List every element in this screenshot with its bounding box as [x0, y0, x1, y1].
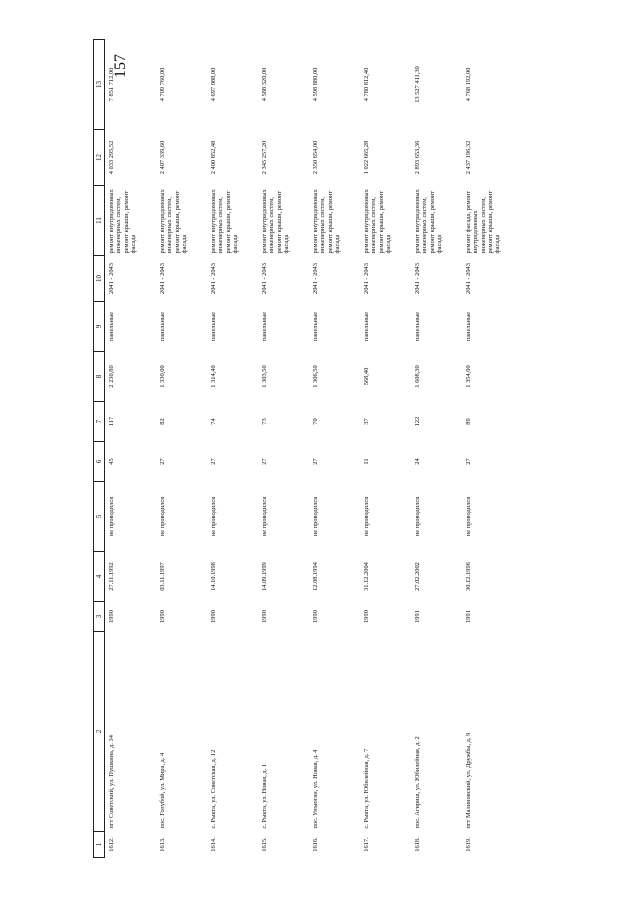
cost-col13: 4 588 320,00	[261, 67, 268, 102]
repair-status: не проводился	[465, 496, 472, 537]
area: 1 608,30	[414, 365, 421, 388]
build-year: 1990	[210, 610, 217, 623]
cell-col6: 27	[159, 458, 166, 465]
date: 27.11.1992	[108, 562, 115, 591]
cell-col6: 27	[210, 458, 217, 465]
cost-col13: 4 598 880,00	[312, 67, 319, 102]
repair-status: не проводился	[414, 496, 421, 537]
wall-material: панельные	[261, 311, 268, 342]
cell-col6: 27	[312, 458, 319, 465]
cost-col12: 2 437 196,32	[465, 140, 472, 175]
row-number: 1619.	[465, 837, 472, 852]
cost-col12: 2 350 654,00	[312, 140, 319, 175]
table-row	[156, 40, 207, 858]
row-number: 1615.	[261, 837, 268, 852]
table-row	[360, 40, 411, 858]
cost-col13: 13 527 411,30	[414, 66, 421, 103]
cost-col13: 4 780 812,40	[363, 67, 370, 102]
row-number: 1613.	[159, 837, 166, 852]
repair-works: ремонт внутридомовых инженерных систем, ремонт крыши, ремонт фасада	[312, 189, 342, 254]
address: пос. Агириш, ул. Юбилейная, д. 2	[414, 736, 421, 829]
cost-col12: 2 407 339,60	[159, 140, 166, 175]
repair-works: ремонт внутридомовых инженерных систем, ремонт крыши, ремонт фасада	[261, 189, 291, 254]
build-year: 1991	[465, 610, 472, 623]
area: 1 354,00	[465, 365, 472, 388]
repair-works: ремонт фасада, ремонт внутридомовых инженерных систем, ремонт крыши, ремонт фасада	[465, 190, 502, 254]
cost-col12: 2 893 653,36	[414, 140, 421, 175]
date: 31.12.2004	[363, 562, 370, 591]
column-number: 13	[94, 40, 105, 130]
repair-status: не проводился	[312, 496, 319, 537]
table-row	[105, 40, 157, 858]
cost-col13: 4 768 192,00	[465, 67, 472, 102]
wall-material: панельные	[363, 311, 370, 342]
column-number: 9	[94, 302, 105, 352]
row-number: 1618.	[414, 837, 421, 852]
area: 1 330,00	[159, 365, 166, 388]
area: 568,40	[363, 367, 370, 386]
build-year: 1990	[261, 610, 268, 623]
cost-col13: 7 851 712,00	[108, 67, 115, 102]
area: 2 230,80	[108, 365, 115, 388]
column-number: 1	[94, 832, 105, 858]
cell-col7: 70	[312, 418, 319, 425]
date: 12.08.1994	[312, 562, 319, 591]
repair-works: ремонт внутридомовых инженерных систем, ремонт крыши, ремонт фасада	[108, 189, 138, 254]
repair-status: не проводился	[261, 496, 268, 537]
repair-status: не проводился	[159, 496, 166, 537]
cell-col7: 73	[261, 418, 268, 425]
address: с. Рыкта, ул. Новая, д. 1	[261, 764, 268, 829]
page-number: 157	[112, 54, 129, 78]
cell-col6: 11	[363, 458, 370, 465]
table-row	[207, 40, 258, 858]
cell-col7: 122	[414, 416, 421, 427]
repair-status: не проводился	[363, 496, 370, 537]
repair-period: 2041 - 2043	[210, 263, 217, 294]
row-number: 1612.	[108, 837, 115, 852]
column-number: 12	[94, 130, 105, 186]
build-year: 1990	[363, 610, 370, 623]
column-number: 11	[94, 186, 105, 256]
cell-col6: 27	[261, 458, 268, 465]
cell-col7: 74	[210, 418, 217, 425]
cost-col13: 4 697 088,00	[210, 67, 217, 102]
repair-period: 2041 - 2043	[312, 263, 319, 294]
repair-period: 2041 - 2043	[261, 263, 268, 294]
table-row	[309, 40, 360, 858]
cost-col12: 2 400 852,48	[210, 140, 217, 175]
table-row	[258, 40, 309, 858]
area: 1 314,40	[210, 365, 217, 388]
wall-material: панельные	[159, 311, 166, 342]
cell-col7: 37	[363, 418, 370, 425]
date: 03.11.1997	[159, 562, 166, 591]
row-number: 1614.	[210, 837, 217, 852]
cell-col6: 27	[465, 458, 472, 465]
table-row	[411, 40, 462, 858]
column-number: 8	[94, 352, 105, 402]
column-number: 2	[94, 632, 105, 832]
repair-status: не проводился	[108, 496, 115, 537]
area: 1 303,50	[261, 365, 268, 388]
address: пос. Голубой, ул. Мира, д. 4	[159, 752, 166, 829]
build-year: 1990	[159, 610, 166, 623]
column-number: 6	[94, 442, 105, 482]
repair-works: ремонт внутридомовых инженерных систем, ремонт крыши, ремонт фасада	[159, 189, 189, 254]
cell-col7: 89	[465, 418, 472, 425]
cost-col12: 4 033 295,52	[108, 140, 115, 175]
wall-material: панельные	[108, 311, 115, 342]
column-number: 7	[94, 402, 105, 442]
repair-works: ремонт внутридомовых инженерных систем, ремонт крыши, ремонт фасада	[210, 189, 240, 254]
repair-works: ремонт внутридомовых инженерных систем, ремонт крыши, ремонт фасада	[363, 189, 393, 254]
table-row	[462, 40, 513, 858]
repair-period: 2041 - 2043	[159, 263, 166, 294]
column-number: 10	[94, 256, 105, 302]
repair-period: 2041 - 2043	[414, 263, 421, 294]
row-number: 1616.	[312, 837, 319, 852]
repair-period: 2041 - 2043	[465, 263, 472, 294]
column-number: 5	[94, 482, 105, 552]
wall-material: панельные	[312, 311, 319, 342]
cost-col12: 2 345 257,20	[261, 140, 268, 175]
repair-works: ремонт внутридомовых инженерных систем, ремонт крыши, ремонт фасада	[414, 189, 444, 254]
cell-col7: 117	[108, 416, 115, 427]
column-number: 4	[94, 552, 105, 602]
date: 30.12.1996	[465, 562, 472, 591]
build-year: 1990	[108, 610, 115, 623]
cell-col7: 82	[159, 418, 166, 425]
wall-material: панельные	[414, 311, 421, 342]
address: пгт Малиновский, ул. Дружбы, д. 9	[465, 732, 472, 829]
build-year: 1990	[312, 610, 319, 623]
repair-period: 2041 - 2043	[108, 263, 115, 294]
cell-col6: 45	[108, 458, 115, 465]
wall-material: панельные	[465, 311, 472, 342]
cost-col12: 1 022 665,28	[363, 140, 370, 175]
address: пос. Унъюган, ул. Новая, д. 4	[312, 749, 319, 829]
date: 14.09.1999	[261, 562, 268, 591]
date: 14.10.1998	[210, 562, 217, 591]
cell-col6: 24	[414, 458, 421, 465]
repair-period: 2041 - 2043	[363, 263, 370, 294]
address: с. Рыкта, ул. Юбилейная, д. 7	[363, 748, 370, 829]
cost-col13: 4 709 760,00	[159, 67, 166, 102]
area: 1 306,50	[312, 365, 319, 388]
wall-material: панельные	[210, 311, 217, 342]
repair-status: не проводился	[210, 496, 217, 537]
row-number: 1617.	[363, 837, 370, 852]
address: с. Рыкта, ул. Советская, д. 12	[210, 749, 217, 829]
build-year: 1991	[414, 610, 421, 623]
address: пгт Советский, ул. Пушкина, д. 34	[108, 735, 115, 829]
column-number: 3	[94, 602, 105, 632]
date: 27.02.2002	[414, 562, 421, 591]
column-number-row	[94, 40, 105, 858]
